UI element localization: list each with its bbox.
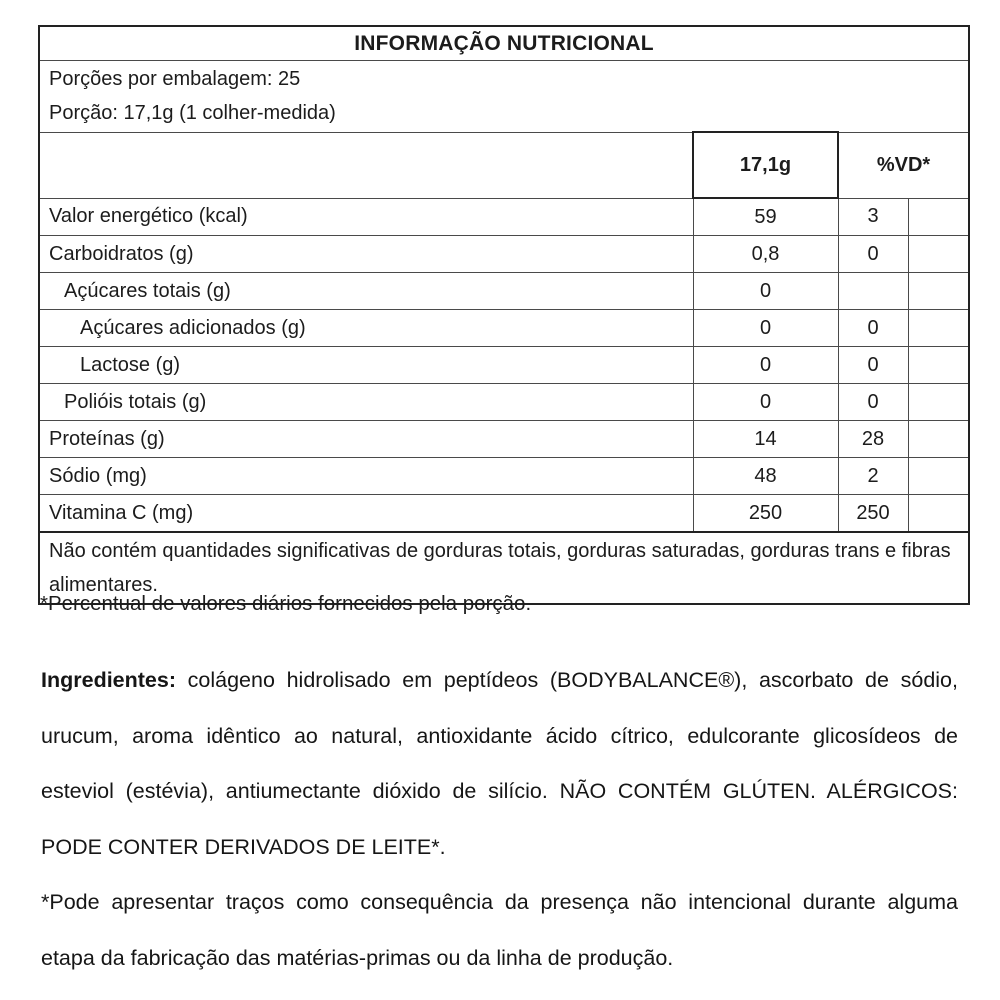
table-title-row [39, 26, 969, 61]
amount-cell: 59 [693, 198, 838, 236]
spacer-cell [908, 347, 969, 384]
ingredients-text: colágeno hidrolisado em peptídeos (BODYBALANCE®), ascorbato de sódio, urucum, aroma idêntico ao natural, antioxidante ácido cítrico, edulcorante glicosídeos de esteviol (estévia), antiumectante dióxido de silício. NÃO CONTÉM GLÚTEN. ALÉRGICOS: PODE CONTER DERIVADOS DE LEITE*. [41, 668, 958, 859]
spacer-cell [908, 458, 969, 495]
spacer-cell [908, 384, 969, 421]
amount-cell: 48 [693, 458, 838, 495]
dv-cell: 3 [838, 198, 908, 236]
servings-per-package: Porções por embalagem: 25 [49, 68, 301, 90]
table-row [39, 421, 969, 458]
row-label: Sódio (mg) [39, 458, 693, 495]
row-label: Açúcares totais (g) [39, 273, 693, 310]
spacer-cell [908, 273, 969, 310]
spacer-cell [908, 421, 969, 458]
amount-cell: 0,8 [693, 236, 838, 273]
dv-cell: 28 [838, 421, 908, 458]
serving-info-row [39, 61, 969, 133]
amount-cell: 0 [693, 273, 838, 310]
table-title: INFORMAÇÃO NUTRICIONAL [39, 26, 969, 61]
amount-cell: 250 [693, 495, 838, 533]
table-row [39, 236, 969, 273]
column-header-row [39, 132, 969, 198]
amount-cell: 0 [693, 347, 838, 384]
serving-size: Porção: 17,1g (1 colher-medida) [49, 102, 336, 124]
row-label: Carboidratos (g) [39, 236, 693, 273]
table-row [39, 458, 969, 495]
ingredients-label: Ingredientes: [41, 668, 176, 692]
amount-cell: 0 [693, 384, 838, 421]
empty-header-cell [39, 132, 693, 198]
dv-cell: 0 [838, 384, 908, 421]
dv-cell: 250 [838, 495, 908, 533]
table-row [39, 198, 969, 236]
row-label: Lactose (g) [39, 347, 693, 384]
dv-cell: 0 [838, 310, 908, 347]
table-row [39, 384, 969, 421]
amount-column-header: 17,1g [693, 132, 838, 198]
row-label: Polióis totais (g) [39, 384, 693, 421]
spacer-cell [908, 236, 969, 273]
trace-allergen-note: *Pode apresentar traços como consequência da presença não intencional durante alguma etapa da fabricação das matérias-primas ou da linha de produção. [41, 890, 958, 970]
row-label: Açúcares adicionados (g) [39, 310, 693, 347]
spacer-cell [908, 198, 969, 236]
dv-cell [838, 273, 908, 310]
dv-cell: 0 [838, 347, 908, 384]
amount-cell: 0 [693, 310, 838, 347]
table-row [39, 495, 969, 533]
serving-info-cell [39, 61, 969, 133]
table-row [39, 310, 969, 347]
nutrition-facts-table [38, 25, 968, 605]
table-row [39, 347, 969, 384]
dv-cell: 2 [838, 458, 908, 495]
row-label: Vitamina C (mg) [39, 495, 693, 533]
dv-cell: 0 [838, 236, 908, 273]
spacer-cell [908, 495, 969, 533]
row-label: Proteínas (g) [39, 421, 693, 458]
daily-value-column-header: %VD* [838, 132, 969, 198]
amount-cell: 14 [693, 421, 838, 458]
spacer-cell [908, 310, 969, 347]
insignificant-amounts-note: Não contém quantidades significativas de gorduras totais, gorduras saturadas, gorduras trans e fibras alimentares. [39, 532, 969, 604]
table-row [39, 273, 969, 310]
row-label: Valor energético (kcal) [39, 198, 693, 236]
daily-value-footnote: *Percentual de valores diários fornecidos pela porção. [40, 592, 532, 615]
ingredients-paragraph [41, 653, 958, 875]
